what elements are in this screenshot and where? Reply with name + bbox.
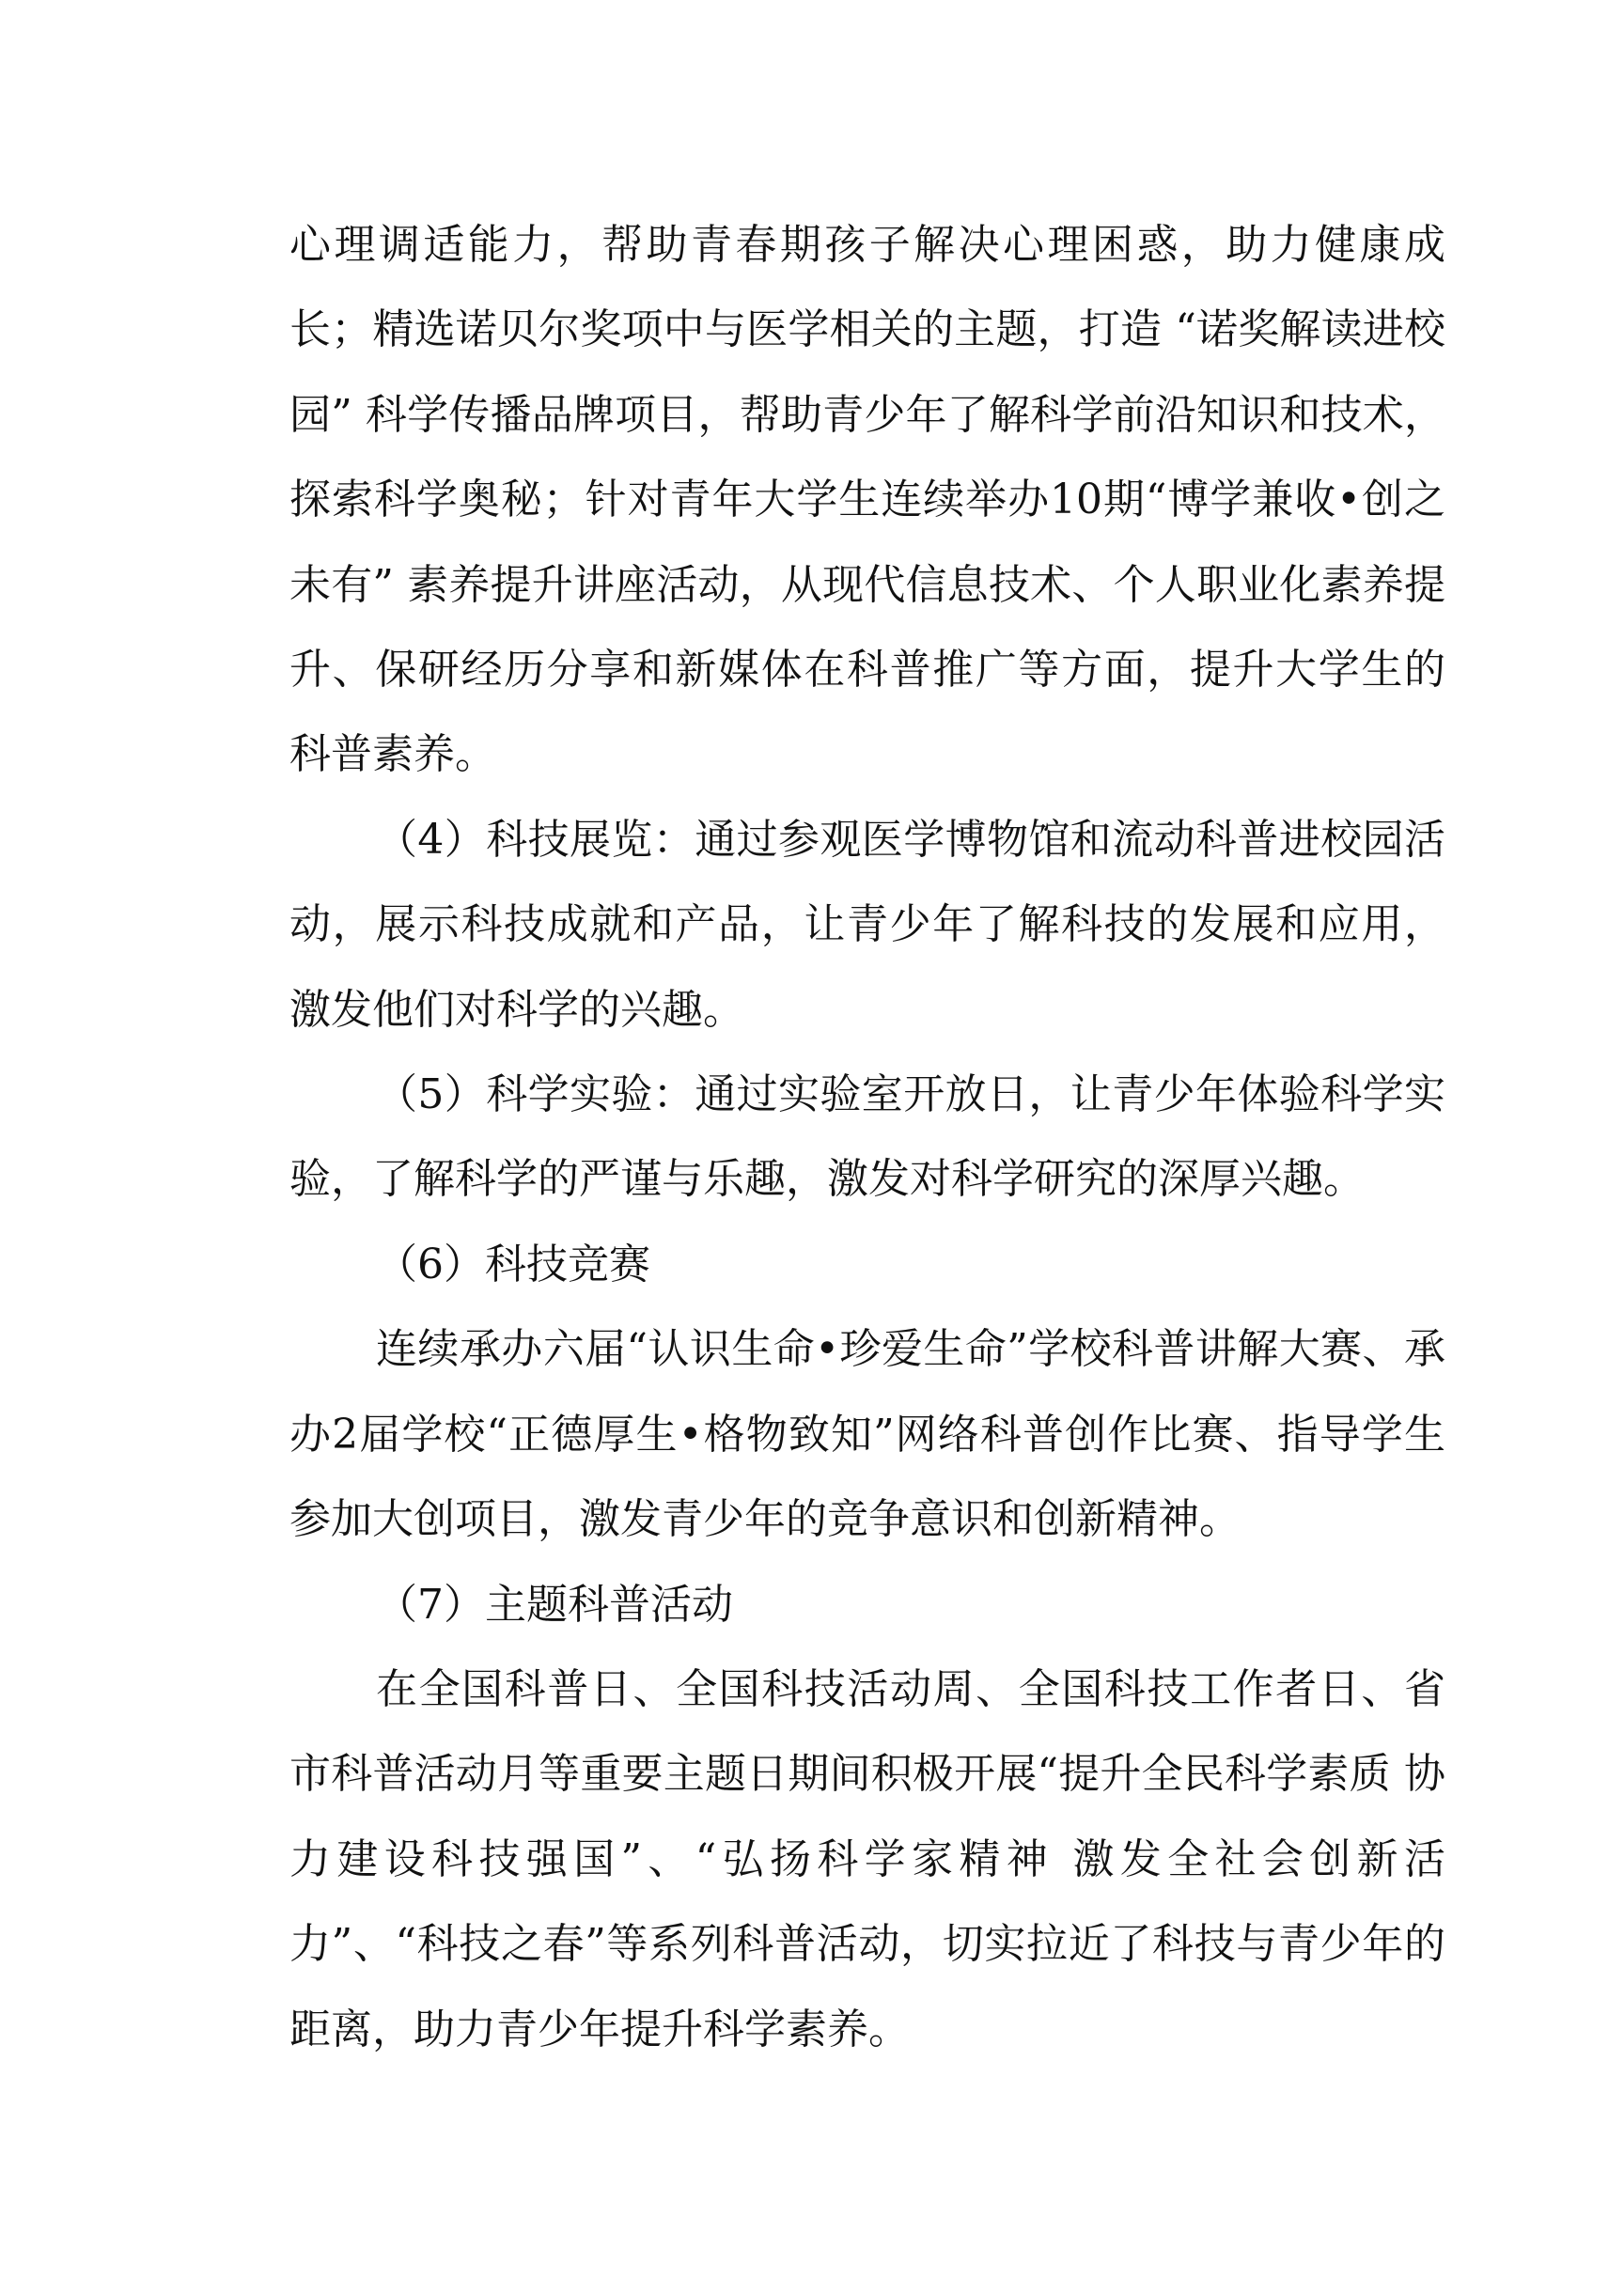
paragraph-themed-activities: 在全国科普日、全国科技活动周、全国科技工作者日、省市科普活动月等重要主题日期间积极开展“提升全民科学素质 协力建设科技强国”、“弘扬科学家精神 激发全社会创新活力”、“科技之春”等系列科普活动，切实拉近了科技与青少年的距离，助力青少年提升科学素养。 bbox=[289, 1664, 1445, 2053]
paragraph-mental-health-lectures: 心理调适能力，帮助青春期孩子解决心理困惑，助力健康成长；精选诺贝尔奖项中与医学相关的主题，打造 “诺奖解读进校园” 科学传播品牌项目，帮助青少年了解科学前沿知识和技术，探索科学奥秘；针对青年大学生连续举办10期“博学兼收•创之未有” 素养提升讲座活动，从现代信息技术、个人职业化素养提升、保研经历分享和新媒体在科普推广等方面，提升大学生的科普素养。 bbox=[289, 221, 1445, 779]
heading-tech-competition: （6）科技竞赛 bbox=[376, 1240, 650, 1288]
paragraph-science-experiment: （5）科学实验：通过实验室开放日，让青少年体验科学实验，了解科学的严谨与乐趣，激发对科学研究的深厚兴趣。 bbox=[289, 1070, 1445, 1204]
paragraph-tech-exhibition: （4）科技展览：通过参观医学博物馆和流动科普进校园活动，展示科技成就和产品，让青少年了解科技的发展和应用，激发他们对科学的兴趣。 bbox=[289, 815, 1445, 1034]
paragraph-tech-competition: 连续承办六届“认识生命•珍爱生命”学校科普讲解大赛、承办2届学校“正德厚生•格物致知”网络科普创作比赛、指导学生参加大创项目，激发青少年的竞争意识和创新精神。 bbox=[289, 1325, 1445, 1544]
document-body bbox=[289, 203, 1445, 2072]
heading-themed-activities: （7）主题科普活动 bbox=[376, 1580, 733, 1629]
